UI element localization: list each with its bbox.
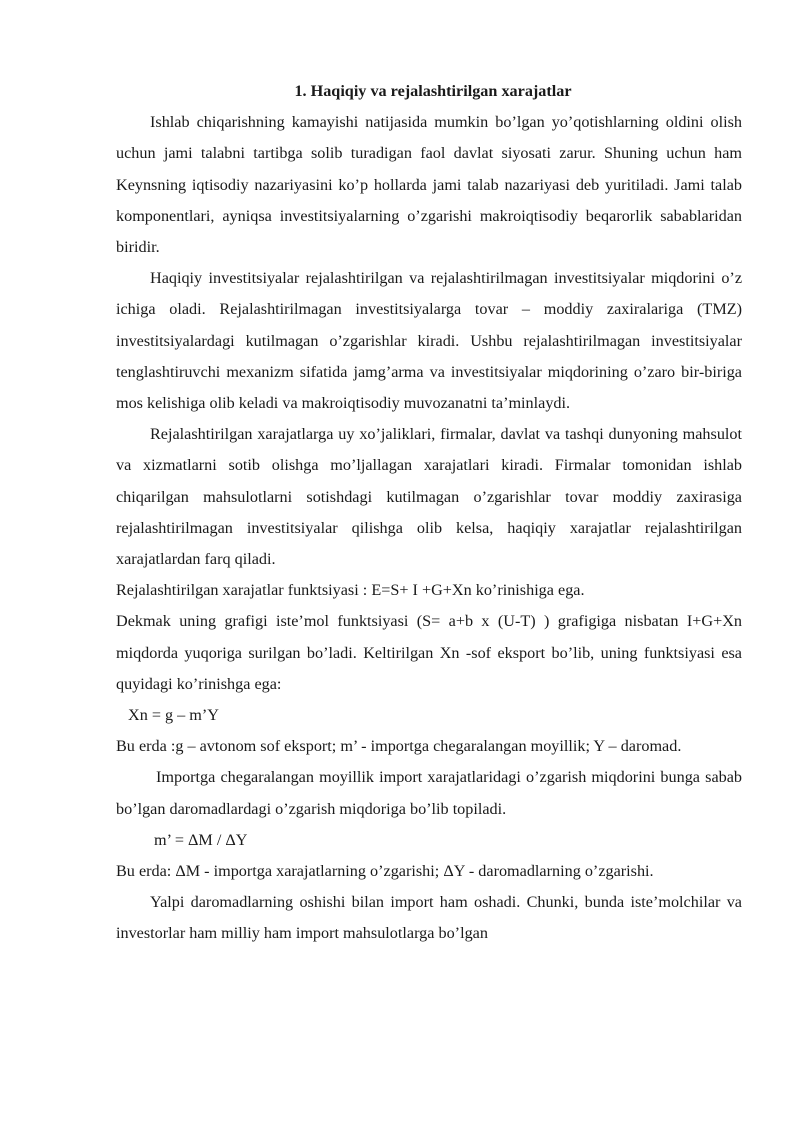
document-body <box>116 76 742 950</box>
formula-marginal-import: m’ = ΔM / ΔY <box>154 830 248 849</box>
paragraph-3: Rejalashtirilgan xarajatlarga uy xo’jaliklari, firmalar, davlat va tashqi dunyoning mahsulot va xizmatlarni sotib olishga mo’ljallagan xarajatlari kiradi. Firmalar tomonidan ishlab chiqarilgan mahsulotlarni sotishdagi kutilmagan o’zgarishlar tovar moddiy zaxirasiga rejalashtirilmagan investitsiyalar qilishga olib kelsa, haqiqiy xarajatlar rejalashtirilgan xarajatlardan farq qiladi. <box>116 425 742 569</box>
paragraph-2: Haqiqiy investitsiyalar rejalashtirilgan va rejalashtirilmagan investitsiyalar miqdorini o’z ichiga oladi. Rejalashtirilmagan investitsiyalarga tovar – moddiy zaxiralariga (TMZ) investitsiyalardagi kutilmagan o’zgarishlar kiradi. Ushbu rejalashtirilmagan investitsiyalar tenglashtiruvchi mexanizm sifatida jamg’arma va investitsiyalar miqdorining o’zaro bir-biriga mos kelishiga olib keladi va makroiqtisodiy muvozanatni ta’minlaydi. <box>116 269 742 413</box>
section-title: 1. Haqiqiy va rejalashtirilgan xarajatlar <box>294 82 572 100</box>
paragraph-1: Ishlab chiqarishning kamayishi natijasida mumkin bo’lgan yo’qotishlarning oldini olish uchun jami talabni tartibga solib turadigan faol davlat siyosati zarur. Shuning uchun ham Keynsning iqtisodiy nazariyasini ko’p hollarda jami talab nazariyasi deb yuritiladi. Jami talab komponentlari, ayniqsa investitsiyalarning o’zgarishi makroiqtisodiy beqarorlik sabablaridan biridir. <box>116 113 742 257</box>
paragraph-import-propensity: Importga chegaralangan moyillik import xarajatlaridagi o’zgarish miqdorini bunga sabab bo’lgan daromadlardagi o’zgarish miqdoriga bo’lib topiladi. <box>116 768 742 818</box>
paragraph-last: Yalpi daromadlarning oshishi bilan import ham oshadi. Chunki, bunda iste’molchilar va investorlar ham milliy ham import mahsulotlarga bo’lgan <box>116 893 742 943</box>
paragraph-expenditure-function: Rejalashtirilgan xarajatlar funktsiyasi : E=S+ I +G+Xn ko’rinishiga ega. <box>116 581 585 600</box>
formula-net-export: Xn = g – m’Y <box>128 706 219 725</box>
paragraph-graph-shift: Dekmak uning grafigi iste’mol funktsiyasi (S= a+b x (U-T) ) grafigiga nisbatan I+G+Xn miqdorda yuqoriga surilgan bo’ladi. Keltirilgan Xn -sof eksport bo’lib, uning funktsiyasi esa quyidagi ko’rinishga ega: <box>116 612 742 693</box>
paragraph-definitions-2: Bu erda: ΔM - importga xarajatlarning o’zgarishi; ΔY - daromadlarning o’zgarishi. <box>116 862 654 881</box>
paragraph-definitions-1: Bu erda :g – avtonom sof eksport; m’ - importga chegaralangan moyillik; Y – daromad. <box>116 737 682 756</box>
